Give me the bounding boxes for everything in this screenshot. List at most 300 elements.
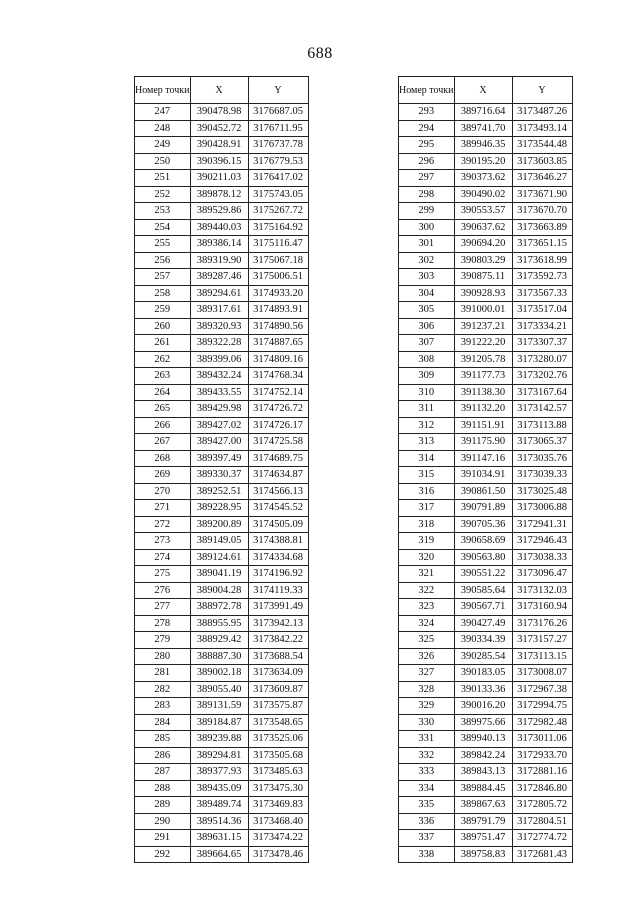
cell-y: 3175164.92 (248, 219, 308, 236)
header-point-number: Номер точки (135, 77, 191, 104)
cell-point-number: 267 (135, 434, 191, 451)
table-row (399, 549, 573, 566)
table-row (399, 137, 573, 154)
cell-x: 389294.61 (190, 285, 248, 302)
cell-y: 3173671.90 (512, 186, 572, 203)
cell-x: 389239.88 (190, 731, 248, 748)
cell-y: 3173065.37 (512, 434, 572, 451)
cell-y: 3174933.20 (248, 285, 308, 302)
cell-x: 389397.49 (190, 450, 248, 467)
cell-x: 390658.69 (454, 533, 512, 550)
cell-x: 389946.35 (454, 137, 512, 154)
cell-x: 389200.89 (190, 516, 248, 533)
cell-x: 389664.65 (190, 846, 248, 863)
table-row (135, 384, 309, 401)
cell-x: 390195.20 (454, 153, 512, 170)
cell-y: 3174887.65 (248, 335, 308, 352)
cell-x: 391175.90 (454, 434, 512, 451)
cell-x: 388955.95 (190, 615, 248, 632)
table-row (399, 153, 573, 170)
cell-point-number: 326 (399, 648, 455, 665)
cell-y: 3172946.43 (512, 533, 572, 550)
table-row (135, 648, 309, 665)
cell-x: 389433.55 (190, 384, 248, 401)
table-row (399, 797, 573, 814)
cell-y: 3173011.06 (512, 731, 572, 748)
table-row (135, 731, 309, 748)
table-row (399, 566, 573, 583)
cell-point-number: 319 (399, 533, 455, 550)
cell-y: 3176417.02 (248, 170, 308, 187)
table-row (399, 203, 573, 220)
table-row (135, 335, 309, 352)
cell-y: 3173548.65 (248, 714, 308, 731)
table-row (135, 170, 309, 187)
table-body (135, 104, 309, 863)
cell-y: 3173478.46 (248, 846, 308, 863)
cell-point-number: 291 (135, 830, 191, 847)
table-row (399, 483, 573, 500)
cell-y: 3173991.49 (248, 599, 308, 616)
table-row (135, 434, 309, 451)
table-row (399, 599, 573, 616)
table-row (399, 500, 573, 517)
cell-point-number: 304 (399, 285, 455, 302)
cell-x: 390637.62 (454, 219, 512, 236)
cell-point-number: 277 (135, 599, 191, 616)
cell-x: 389842.24 (454, 747, 512, 764)
cell-point-number: 297 (399, 170, 455, 187)
cell-point-number: 312 (399, 417, 455, 434)
table-row (135, 104, 309, 121)
cell-y: 3173132.03 (512, 582, 572, 599)
cell-y: 3173670.70 (512, 203, 572, 220)
cell-point-number: 259 (135, 302, 191, 319)
cell-y: 3174890.56 (248, 318, 308, 335)
cell-point-number: 324 (399, 615, 455, 632)
cell-y: 3174726.72 (248, 401, 308, 418)
table-row (399, 120, 573, 137)
cell-point-number: 293 (399, 104, 455, 121)
cell-x: 389399.06 (190, 351, 248, 368)
cell-point-number: 331 (399, 731, 455, 748)
cell-x: 390427.49 (454, 615, 512, 632)
cell-y: 3173487.26 (512, 104, 572, 121)
table-row (399, 714, 573, 731)
cell-x: 388972.78 (190, 599, 248, 616)
cell-y: 3173468.40 (248, 813, 308, 830)
cell-y: 3173008.07 (512, 665, 572, 682)
cell-x: 391222.20 (454, 335, 512, 352)
cell-y: 3174768.34 (248, 368, 308, 385)
table-row (399, 104, 573, 121)
cell-x: 389716.64 (454, 104, 512, 121)
cell-x: 390563.80 (454, 549, 512, 566)
cell-x: 390183.05 (454, 665, 512, 682)
cell-y: 3175006.51 (248, 269, 308, 286)
cell-point-number: 320 (399, 549, 455, 566)
cell-point-number: 286 (135, 747, 191, 764)
cell-point-number: 273 (135, 533, 191, 550)
cell-x: 389041.19 (190, 566, 248, 583)
cell-point-number: 282 (135, 681, 191, 698)
cell-x: 390334.39 (454, 632, 512, 649)
table-row (399, 698, 573, 715)
table-row (135, 698, 309, 715)
cell-point-number: 327 (399, 665, 455, 682)
table-row (135, 846, 309, 863)
cell-point-number: 266 (135, 417, 191, 434)
table-row (135, 417, 309, 434)
cell-y: 3173634.09 (248, 665, 308, 682)
cell-x: 391237.21 (454, 318, 512, 335)
cell-x: 390585.64 (454, 582, 512, 599)
cell-point-number: 318 (399, 516, 455, 533)
cell-point-number: 325 (399, 632, 455, 649)
table-row (399, 681, 573, 698)
cell-y: 3173942.13 (248, 615, 308, 632)
cell-point-number: 307 (399, 335, 455, 352)
table-row (399, 648, 573, 665)
cell-point-number: 290 (135, 813, 191, 830)
cell-point-number: 309 (399, 368, 455, 385)
cell-x: 389386.14 (190, 236, 248, 253)
table-row (135, 285, 309, 302)
cell-point-number: 287 (135, 764, 191, 781)
cell-x: 390791.89 (454, 500, 512, 517)
cell-x: 389322.28 (190, 335, 248, 352)
cell-y: 3173160.94 (512, 599, 572, 616)
cell-x: 390705.36 (454, 516, 512, 533)
cell-point-number: 284 (135, 714, 191, 731)
cell-x: 390694.20 (454, 236, 512, 253)
table-row (135, 830, 309, 847)
table-row (135, 582, 309, 599)
table-row (135, 681, 309, 698)
page-number: 688 (307, 45, 333, 62)
cell-point-number: 262 (135, 351, 191, 368)
cell-y: 3176737.78 (248, 137, 308, 154)
cell-point-number: 302 (399, 252, 455, 269)
cell-y: 3173609.87 (248, 681, 308, 698)
table-row (399, 450, 573, 467)
cell-y: 3176711.95 (248, 120, 308, 137)
cell-y: 3175116.47 (248, 236, 308, 253)
table-row (399, 417, 573, 434)
cell-x: 391147.16 (454, 450, 512, 467)
cell-point-number: 329 (399, 698, 455, 715)
table-row (399, 665, 573, 682)
table-row (399, 533, 573, 550)
cell-y: 3174196.92 (248, 566, 308, 583)
table-row (135, 450, 309, 467)
cell-point-number: 299 (399, 203, 455, 220)
cell-x: 390396.15 (190, 153, 248, 170)
table-row (399, 516, 573, 533)
table-row (135, 549, 309, 566)
cell-x: 389228.95 (190, 500, 248, 517)
cell-y: 3172681.43 (512, 846, 572, 863)
table-row (135, 203, 309, 220)
cell-y: 3175067.18 (248, 252, 308, 269)
table-row (399, 467, 573, 484)
table-row (135, 252, 309, 269)
cell-x: 390133.36 (454, 681, 512, 698)
cell-y: 3174725.58 (248, 434, 308, 451)
header-y: Y (512, 77, 572, 104)
table-row (399, 335, 573, 352)
cell-y: 3173651.15 (512, 236, 572, 253)
cell-y: 3172881.16 (512, 764, 572, 781)
coordinates-table-left (134, 76, 309, 863)
cell-y: 3173485.63 (248, 764, 308, 781)
cell-point-number: 268 (135, 450, 191, 467)
cell-y: 3173603.85 (512, 153, 572, 170)
table-row (399, 780, 573, 797)
cell-point-number: 270 (135, 483, 191, 500)
cell-x: 389252.51 (190, 483, 248, 500)
cell-point-number: 336 (399, 813, 455, 830)
cell-y: 3173025.48 (512, 483, 572, 500)
cell-x: 391034.91 (454, 467, 512, 484)
cell-point-number: 306 (399, 318, 455, 335)
cell-y: 3174752.14 (248, 384, 308, 401)
cell-point-number: 316 (399, 483, 455, 500)
table-row (399, 252, 573, 269)
cell-x: 390553.57 (454, 203, 512, 220)
cell-x: 388887.30 (190, 648, 248, 665)
cell-point-number: 308 (399, 351, 455, 368)
cell-point-number: 335 (399, 797, 455, 814)
table-header-row (135, 77, 309, 104)
cell-y: 3173544.48 (512, 137, 572, 154)
table-row (135, 500, 309, 517)
table-row (135, 714, 309, 731)
cell-x: 389319.90 (190, 252, 248, 269)
cell-x: 390803.29 (454, 252, 512, 269)
table-row (135, 813, 309, 830)
cell-y: 3173688.54 (248, 648, 308, 665)
cell-point-number: 292 (135, 846, 191, 863)
cell-x: 389004.28 (190, 582, 248, 599)
cell-x: 389940.13 (454, 731, 512, 748)
table-row (135, 351, 309, 368)
cell-point-number: 261 (135, 335, 191, 352)
cell-y: 3174726.17 (248, 417, 308, 434)
cell-point-number: 322 (399, 582, 455, 599)
cell-point-number: 255 (135, 236, 191, 253)
table-row (399, 186, 573, 203)
cell-point-number: 279 (135, 632, 191, 649)
cell-x: 389429.98 (190, 401, 248, 418)
cell-y: 3173517.04 (512, 302, 572, 319)
cell-point-number: 271 (135, 500, 191, 517)
cell-y: 3172805.72 (512, 797, 572, 814)
header-x: X (190, 77, 248, 104)
cell-x: 389489.74 (190, 797, 248, 814)
cell-y: 3173525.06 (248, 731, 308, 748)
table-row (135, 269, 309, 286)
table-row (135, 236, 309, 253)
cell-y: 3173307.37 (512, 335, 572, 352)
cell-point-number: 274 (135, 549, 191, 566)
cell-point-number: 310 (399, 384, 455, 401)
table-row (399, 269, 573, 286)
cell-x: 389287.46 (190, 269, 248, 286)
table-row (135, 153, 309, 170)
table-row (399, 747, 573, 764)
cell-y: 3174809.16 (248, 351, 308, 368)
table-row (399, 219, 573, 236)
table-row (399, 813, 573, 830)
cell-x: 389435.09 (190, 780, 248, 797)
cell-y: 3173505.68 (248, 747, 308, 764)
cell-y: 3173618.99 (512, 252, 572, 269)
cell-y: 3173280.07 (512, 351, 572, 368)
cell-point-number: 328 (399, 681, 455, 698)
cell-x: 390567.71 (454, 599, 512, 616)
table-row (399, 236, 573, 253)
cell-y: 3172804.51 (512, 813, 572, 830)
table-row (135, 764, 309, 781)
table-row (135, 219, 309, 236)
cell-x: 391151.91 (454, 417, 512, 434)
cell-x: 389427.00 (190, 434, 248, 451)
cell-x: 389975.66 (454, 714, 512, 731)
cell-point-number: 256 (135, 252, 191, 269)
table-row (135, 797, 309, 814)
cell-y: 3173035.76 (512, 450, 572, 467)
cell-x: 389432.24 (190, 368, 248, 385)
table-row (135, 516, 309, 533)
cell-y: 3174689.75 (248, 450, 308, 467)
table-row (399, 632, 573, 649)
cell-y: 3173167.64 (512, 384, 572, 401)
cell-x: 391000.01 (454, 302, 512, 319)
table-row (135, 533, 309, 550)
cell-y: 3173663.89 (512, 219, 572, 236)
cell-x: 390285.54 (454, 648, 512, 665)
cell-x: 391177.73 (454, 368, 512, 385)
cell-x: 389631.15 (190, 830, 248, 847)
cell-y: 3173202.76 (512, 368, 572, 385)
cell-y: 3174893.91 (248, 302, 308, 319)
cell-x: 389124.61 (190, 549, 248, 566)
header-x: X (454, 77, 512, 104)
cell-point-number: 301 (399, 236, 455, 253)
cell-y: 3174634.87 (248, 467, 308, 484)
cell-point-number: 330 (399, 714, 455, 731)
table-row (135, 401, 309, 418)
cell-y: 3172994.75 (512, 698, 572, 715)
cell-point-number: 276 (135, 582, 191, 599)
cell-x: 389741.70 (454, 120, 512, 137)
cell-y: 3173334.21 (512, 318, 572, 335)
table-row (135, 467, 309, 484)
cell-y: 3173113.88 (512, 417, 572, 434)
cell-x: 389843.13 (454, 764, 512, 781)
cell-x: 389330.37 (190, 467, 248, 484)
cell-x: 389427.02 (190, 417, 248, 434)
table-row (135, 318, 309, 335)
cell-x: 389751.47 (454, 830, 512, 847)
cell-y: 3175267.72 (248, 203, 308, 220)
table-row (399, 434, 573, 451)
table-row (399, 368, 573, 385)
cell-y: 3176687.05 (248, 104, 308, 121)
table-row (399, 384, 573, 401)
table-row (399, 731, 573, 748)
cell-x: 389791.79 (454, 813, 512, 830)
header-point-number: Номер точки (399, 77, 455, 104)
cell-point-number: 337 (399, 830, 455, 847)
table-row (135, 137, 309, 154)
cell-point-number: 313 (399, 434, 455, 451)
cell-x: 391138.30 (454, 384, 512, 401)
cell-point-number: 317 (399, 500, 455, 517)
cell-point-number: 285 (135, 731, 191, 748)
cell-point-number: 333 (399, 764, 455, 781)
cell-y: 3173142.57 (512, 401, 572, 418)
cell-point-number: 272 (135, 516, 191, 533)
table-row (399, 764, 573, 781)
cell-x: 390478.98 (190, 104, 248, 121)
cell-point-number: 323 (399, 599, 455, 616)
table-row (399, 830, 573, 847)
cell-y: 3173567.33 (512, 285, 572, 302)
cell-point-number: 264 (135, 384, 191, 401)
cell-y: 3172941.31 (512, 516, 572, 533)
table-row (135, 566, 309, 583)
cell-x: 390551.22 (454, 566, 512, 583)
cell-x: 390211.03 (190, 170, 248, 187)
table-header-row (399, 77, 573, 104)
cell-y: 3172967.38 (512, 681, 572, 698)
cell-point-number: 257 (135, 269, 191, 286)
table-row (399, 170, 573, 187)
cell-x: 389884.45 (454, 780, 512, 797)
cell-point-number: 263 (135, 368, 191, 385)
cell-y: 3174119.33 (248, 582, 308, 599)
table-row (399, 615, 573, 632)
cell-point-number: 250 (135, 153, 191, 170)
cell-point-number: 275 (135, 566, 191, 583)
cell-x: 389294.81 (190, 747, 248, 764)
cell-x: 389320.93 (190, 318, 248, 335)
cell-point-number: 321 (399, 566, 455, 583)
cell-y: 3173575.87 (248, 698, 308, 715)
cell-point-number: 265 (135, 401, 191, 418)
cell-point-number: 295 (399, 137, 455, 154)
cell-point-number: 247 (135, 104, 191, 121)
table-row (399, 285, 573, 302)
cell-point-number: 300 (399, 219, 455, 236)
cell-point-number: 248 (135, 120, 191, 137)
table-row (399, 351, 573, 368)
cell-x: 389149.05 (190, 533, 248, 550)
cell-y: 3173113.15 (512, 648, 572, 665)
table-row (135, 599, 309, 616)
cell-x: 389317.61 (190, 302, 248, 319)
cell-y: 3173493.14 (512, 120, 572, 137)
cell-y: 3173475.30 (248, 780, 308, 797)
cell-point-number: 251 (135, 170, 191, 187)
cell-x: 391132.20 (454, 401, 512, 418)
cell-y: 3173006.88 (512, 500, 572, 517)
cell-x: 388929.42 (190, 632, 248, 649)
cell-x: 390452.72 (190, 120, 248, 137)
cell-x: 390861.50 (454, 483, 512, 500)
